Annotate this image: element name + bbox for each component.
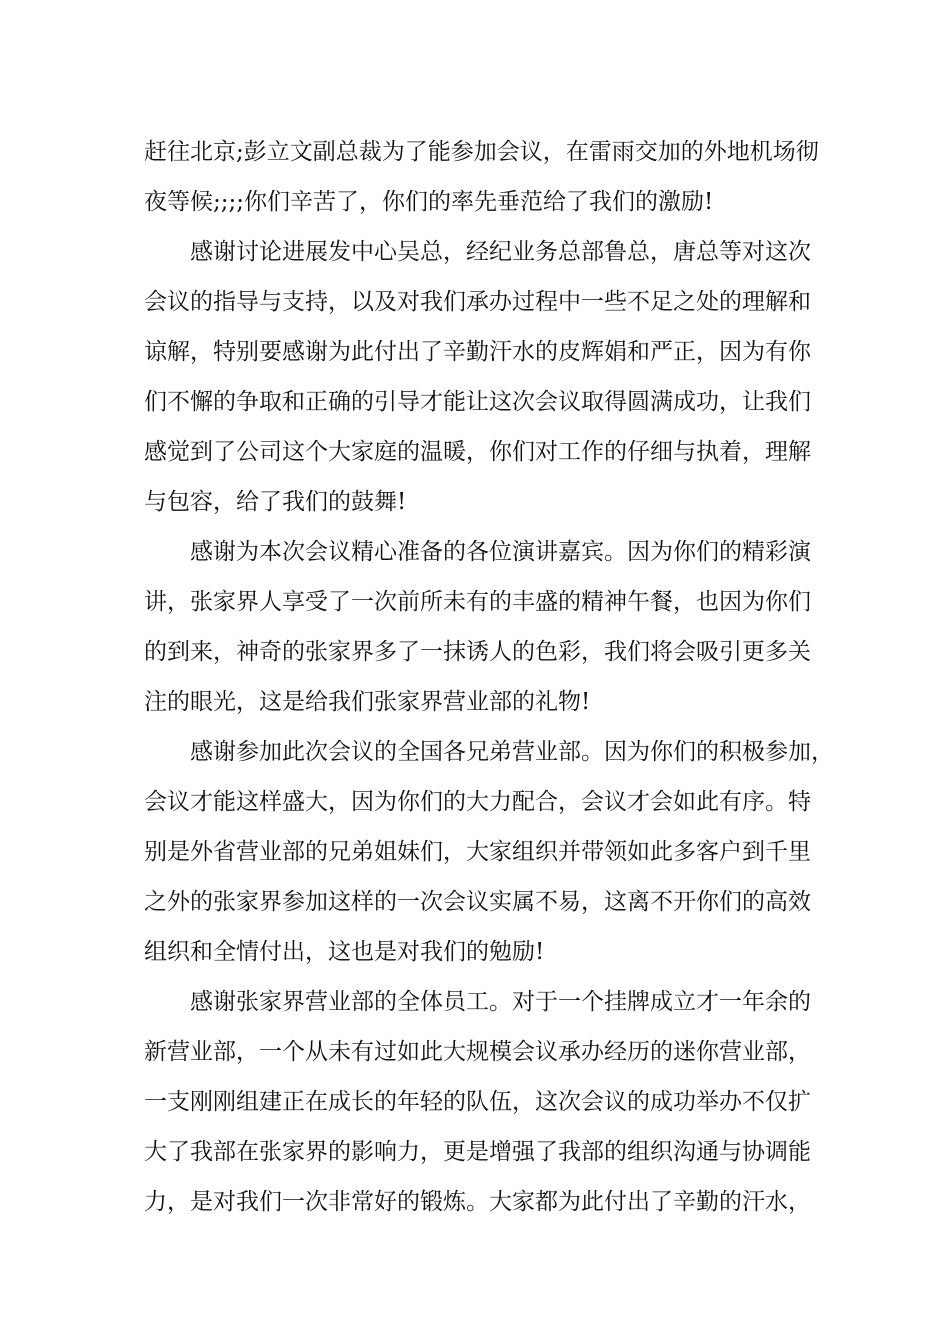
text-line: 的到来，神奇的张家界多了一抹诱人的色彩，我们将会吸引更多关 <box>144 639 811 665</box>
text-line: 赶往北京;彭立文副总裁为了能参加会议，在雷雨交加的外地机场彻 <box>144 139 819 165</box>
text-line: 讲，张家界人享受了一次前所未有的丰盛的精神午餐，也因为你们 <box>144 589 811 615</box>
paragraph-first-line: 感谢参加此次会议的全国各兄弟营业部。因为你们的积极参加， <box>190 739 834 765</box>
paragraph-first-line: 感谢张家界营业部的全体员工。对于一个挂牌成立才一年余的 <box>190 989 811 1015</box>
body-text <box>144 127 844 1227</box>
text-line: 别是外省营业部的兄弟姐妹们，大家组织并带领如此多客户到千里 <box>144 839 811 865</box>
text-line: 之外的张家界参加这样的一次会议实属不易，这离不开你们的高效 <box>144 889 811 915</box>
text-line: 谅解，特别要感谢为此付出了辛勤汗水的皮辉娟和严正，因为有你 <box>144 339 811 365</box>
text-line: 一支刚刚组建正在成长的年轻的队伍，这次会议的成功举办不仅扩 <box>144 1089 811 1115</box>
text-line: 夜等候;;;;你们辛苦了，你们的率先垂范给了我们的激励! <box>144 189 714 215</box>
paragraph-first-line: 感谢讨论进展发中心吴总，经纪业务总部鲁总，唐总等对这次 <box>190 239 811 265</box>
paragraph-first-line: 感谢为本次会议精心准备的各位演讲嘉宾。因为你们的精彩演 <box>190 539 811 565</box>
text-line: 与包容，给了我们的鼓舞! <box>144 489 407 515</box>
text-line: 感觉到了公司这个大家庭的温暖，你们对工作的仔细与执着，理解 <box>144 439 811 465</box>
text-line: 们不懈的争取和正确的引导才能让这次会议取得圆满成功，让我们 <box>144 389 811 415</box>
text-line: 注的眼光，这是给我们张家界营业部的礼物! <box>144 689 591 715</box>
text-line: 会议才能这样盛大，因为你们的大力配合，会议才会如此有序。特 <box>144 789 811 815</box>
text-line: 组织和全情付出，这也是对我们的勉励! <box>144 939 545 965</box>
text-line: 力，是对我们一次非常好的锻炼。大家都为此付出了辛勤的汗水， <box>144 1189 811 1215</box>
text-line: 会议的指导与支持，以及对我们承办过程中一些不足之处的理解和 <box>144 289 811 315</box>
text-line: 新营业部，一个从未有过如此大规模会议承办经历的迷你营业部， <box>144 1039 811 1065</box>
text-line: 大了我部在张家界的影响力，更是增强了我部的组织沟通与协调能 <box>144 1139 811 1165</box>
